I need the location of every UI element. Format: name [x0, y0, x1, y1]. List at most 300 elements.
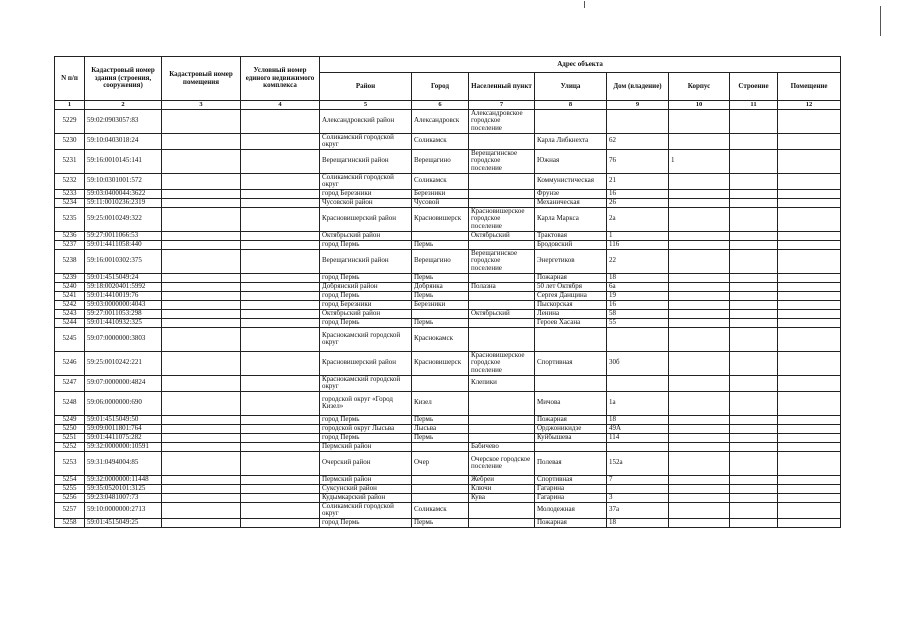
cell-conditional-number — [241, 300, 320, 309]
table-row — [55, 415, 841, 424]
cell-building — [730, 273, 778, 282]
cell-building — [730, 300, 778, 309]
cell-city: Добрянка — [412, 282, 469, 291]
cell-korpus — [669, 231, 730, 240]
table-row — [55, 493, 841, 502]
table-row — [55, 109, 841, 133]
cell-korpus — [669, 109, 730, 133]
cell-street: Бродовский — [535, 240, 607, 249]
cell-room — [778, 198, 841, 207]
table-row — [55, 518, 841, 527]
cell-building — [730, 424, 778, 433]
cell-cadastral-building: 59:01:4515049:24 — [85, 273, 162, 282]
cell-house: 152а — [607, 451, 669, 475]
cell-cadastral-building: 59:06:0000000:690 — [85, 391, 162, 415]
cell-street: Трактовая — [535, 231, 607, 240]
cell-district: городской округ «Город Кизел» — [320, 391, 412, 415]
cell-row-number: 5237 — [55, 240, 85, 249]
cell-street: Полевая — [535, 451, 607, 475]
cell-district: Очерский район — [320, 451, 412, 475]
cell-building — [730, 109, 778, 133]
cell-cadastral-building: 59:01:4411058:440 — [85, 240, 162, 249]
cell-building — [730, 240, 778, 249]
col-header-korpus: Корпус — [669, 73, 730, 101]
cell-settlement: Октябрьский — [469, 309, 535, 318]
cell-district: Октябрьский район — [320, 231, 412, 240]
cell-korpus — [669, 484, 730, 493]
cell-settlement: Ключи — [469, 484, 535, 493]
cell-room — [778, 207, 841, 231]
cell-korpus — [669, 375, 730, 391]
cell-building — [730, 391, 778, 415]
table-row — [55, 475, 841, 484]
cell-building — [730, 484, 778, 493]
cell-city: Березники — [412, 189, 469, 198]
col-header-cadastral-building: Кадастровый номер здания (строения, сооружения) — [85, 57, 162, 101]
cell-building — [730, 502, 778, 518]
cell-settlement — [469, 198, 535, 207]
cell-conditional-number — [241, 189, 320, 198]
cell-room — [778, 273, 841, 282]
cell-cadastral-building: 59:25:0010249:322 — [85, 207, 162, 231]
cell-house: 58 — [607, 309, 669, 318]
cell-row-number: 5236 — [55, 231, 85, 240]
cell-korpus — [669, 391, 730, 415]
cell-district: Красновишерский район — [320, 207, 412, 231]
cell-cadastral-room — [162, 415, 241, 424]
col-header-city: Город — [412, 73, 469, 101]
cell-cadastral-building: 59:10:0301001:572 — [85, 173, 162, 189]
column-number: 12 — [778, 101, 841, 110]
cell-conditional-number — [241, 433, 320, 442]
cell-row-number: 5238 — [55, 249, 85, 273]
cell-city: Александровск — [412, 109, 469, 133]
cell-settlement — [469, 133, 535, 149]
cell-conditional-number — [241, 149, 320, 173]
cell-settlement: Верещагинское городское поселение — [469, 149, 535, 173]
table-row — [55, 484, 841, 493]
cell-city — [412, 309, 469, 318]
cell-row-number: 5254 — [55, 475, 85, 484]
cell-settlement: Бабичево — [469, 442, 535, 451]
column-number: 10 — [669, 101, 730, 110]
cell-room — [778, 231, 841, 240]
cell-city: Пермь — [412, 240, 469, 249]
cell-cadastral-room — [162, 231, 241, 240]
cell-district: Кудымкарский район — [320, 493, 412, 502]
cell-settlement — [469, 291, 535, 300]
cell-room — [778, 173, 841, 189]
cell-room — [778, 484, 841, 493]
cell-district: Суксунский район — [320, 484, 412, 493]
cell-city: Кизел — [412, 391, 469, 415]
cell-cadastral-room — [162, 240, 241, 249]
cell-street: Южная — [535, 149, 607, 173]
cell-cadastral-room — [162, 109, 241, 133]
cell-settlement — [469, 415, 535, 424]
cell-room — [778, 442, 841, 451]
cell-district: Александровский район — [320, 109, 412, 133]
cell-cadastral-building: 59:32:0000000:10591 — [85, 442, 162, 451]
cell-korpus — [669, 300, 730, 309]
cell-room — [778, 240, 841, 249]
cell-settlement — [469, 273, 535, 282]
cell-korpus — [669, 433, 730, 442]
cell-city: Пермь — [412, 518, 469, 527]
cell-cadastral-building: 59:27:0011053:298 — [85, 309, 162, 318]
cell-korpus — [669, 327, 730, 351]
cell-building — [730, 518, 778, 527]
col-header-settlement: Населенный пункт — [469, 73, 535, 101]
cell-row-number: 5231 — [55, 149, 85, 173]
cell-house — [607, 327, 669, 351]
cell-district: город Пермь — [320, 415, 412, 424]
table-row — [55, 240, 841, 249]
cell-street: Героев Хасана — [535, 318, 607, 327]
col-header-cadastral-room: Кадастровый номер помещения — [162, 57, 241, 101]
cell-house: 2а — [607, 207, 669, 231]
cell-street: Спортивная — [535, 475, 607, 484]
cell-room — [778, 493, 841, 502]
cell-building — [730, 493, 778, 502]
cell-house: 49А — [607, 424, 669, 433]
cell-conditional-number — [241, 133, 320, 149]
cell-row-number: 5258 — [55, 518, 85, 527]
cell-building — [730, 133, 778, 149]
cell-city: Пермь — [412, 415, 469, 424]
cell-city: Лысьва — [412, 424, 469, 433]
cell-conditional-number — [241, 375, 320, 391]
cell-building — [730, 189, 778, 198]
cell-row-number: 5242 — [55, 300, 85, 309]
cell-room — [778, 327, 841, 351]
table-row — [55, 433, 841, 442]
cell-row-number: 5244 — [55, 318, 85, 327]
cell-cadastral-room — [162, 433, 241, 442]
cell-korpus — [669, 240, 730, 249]
cell-room — [778, 391, 841, 415]
cell-row-number: 5252 — [55, 442, 85, 451]
cell-row-number: 5240 — [55, 282, 85, 291]
cell-building — [730, 309, 778, 318]
cell-settlement — [469, 502, 535, 518]
cell-district: город Березники — [320, 189, 412, 198]
cell-row-number: 5241 — [55, 291, 85, 300]
table-row — [55, 198, 841, 207]
col-header-building: Строение — [730, 73, 778, 101]
table-row — [55, 249, 841, 273]
cell-settlement — [469, 433, 535, 442]
cell-room — [778, 375, 841, 391]
cell-cadastral-building: 59:16:0010302:375 — [85, 249, 162, 273]
cell-cadastral-building: 59:01:4410932:325 — [85, 318, 162, 327]
cell-settlement — [469, 173, 535, 189]
table-row — [55, 273, 841, 282]
cell-house — [607, 442, 669, 451]
cell-house: 1 — [607, 231, 669, 240]
cell-street: Коммунистическая — [535, 173, 607, 189]
cell-conditional-number — [241, 502, 320, 518]
cell-conditional-number — [241, 424, 320, 433]
cell-korpus — [669, 424, 730, 433]
cell-room — [778, 475, 841, 484]
table-header — [55, 57, 841, 110]
cell-settlement: Верещагинское городское поселение — [469, 249, 535, 273]
table-row — [55, 375, 841, 391]
cell-building — [730, 291, 778, 300]
cell-street: Мичова — [535, 391, 607, 415]
cell-district: городской округ Лысьва — [320, 424, 412, 433]
cell-street — [535, 327, 607, 351]
cell-settlement: Кува — [469, 493, 535, 502]
cell-cadastral-room — [162, 375, 241, 391]
cell-street: Механическая — [535, 198, 607, 207]
cell-settlement: Клепики — [469, 375, 535, 391]
table-row — [55, 149, 841, 173]
cell-korpus — [669, 351, 730, 375]
cell-building — [730, 207, 778, 231]
cell-conditional-number — [241, 415, 320, 424]
cell-room — [778, 518, 841, 527]
cell-district: Добрянский район — [320, 282, 412, 291]
cell-cadastral-building: 59:27:0011066:53 — [85, 231, 162, 240]
cell-city — [412, 475, 469, 484]
cell-cadastral-room — [162, 327, 241, 351]
cell-conditional-number — [241, 475, 320, 484]
cell-cadastral-room — [162, 133, 241, 149]
cell-row-number: 5249 — [55, 415, 85, 424]
cell-conditional-number — [241, 484, 320, 493]
cell-building — [730, 249, 778, 273]
cell-city — [412, 375, 469, 391]
table-row — [55, 207, 841, 231]
cell-building — [730, 475, 778, 484]
table-body — [55, 109, 841, 527]
cell-settlement: Жебреи — [469, 475, 535, 484]
cell-cadastral-room — [162, 318, 241, 327]
cell-korpus — [669, 189, 730, 198]
cell-row-number: 5248 — [55, 391, 85, 415]
cell-conditional-number — [241, 207, 320, 231]
cell-conditional-number — [241, 518, 320, 527]
cell-korpus — [669, 249, 730, 273]
table-row — [55, 291, 841, 300]
cell-city — [412, 442, 469, 451]
cell-house: 62 — [607, 133, 669, 149]
cell-street: Карла Либкнехта — [535, 133, 607, 149]
column-number: 2 — [85, 101, 162, 110]
cell-cadastral-building: 59:11:0010236:2319 — [85, 198, 162, 207]
cell-house: 21 — [607, 173, 669, 189]
cell-settlement — [469, 240, 535, 249]
cell-cadastral-building: 59:02:0903057:83 — [85, 109, 162, 133]
cell-house: 19 — [607, 291, 669, 300]
table-row — [55, 173, 841, 189]
cell-room — [778, 189, 841, 198]
cell-row-number: 5250 — [55, 424, 85, 433]
cell-settlement — [469, 189, 535, 198]
cell-street: Карла Маркса — [535, 207, 607, 231]
cell-cadastral-room — [162, 207, 241, 231]
cell-house: 22 — [607, 249, 669, 273]
cell-settlement: Александровское городское поселение — [469, 109, 535, 133]
cell-cadastral-building: 59:16:0010145:141 — [85, 149, 162, 173]
cell-district: Пермский район — [320, 475, 412, 484]
cell-street — [535, 375, 607, 391]
cell-row-number: 5233 — [55, 189, 85, 198]
cell-cadastral-building: 59:03:0400044:3622 — [85, 189, 162, 198]
cell-city: Краснокамск — [412, 327, 469, 351]
cell-cadastral-building: 59:01:4411075:282 — [85, 433, 162, 442]
cell-district: город Пермь — [320, 240, 412, 249]
cell-row-number: 5251 — [55, 433, 85, 442]
cell-city — [412, 493, 469, 502]
cell-street: Сергея Данщина — [535, 291, 607, 300]
cell-room — [778, 149, 841, 173]
col-header-district: Район — [320, 73, 412, 101]
cell-city: Очер — [412, 451, 469, 475]
cell-cadastral-building: 59:25:0010242:221 — [85, 351, 162, 375]
cell-city: Чусовой — [412, 198, 469, 207]
cell-cadastral-building: 59:03:0000000:4043 — [85, 300, 162, 309]
cell-row-number: 5247 — [55, 375, 85, 391]
cell-row-number: 5257 — [55, 502, 85, 518]
cell-house: 26 — [607, 198, 669, 207]
cell-conditional-number — [241, 231, 320, 240]
cell-cadastral-building: 59:18:0020401:5992 — [85, 282, 162, 291]
cell-conditional-number — [241, 327, 320, 351]
cell-korpus — [669, 493, 730, 502]
cell-city: Красновишерск — [412, 351, 469, 375]
cell-row-number: 5239 — [55, 273, 85, 282]
table-row — [55, 309, 841, 318]
cell-house: 18 — [607, 518, 669, 527]
cell-street: Энергетиков — [535, 249, 607, 273]
cell-cadastral-room — [162, 189, 241, 198]
col-header-house: Дом (владение) — [607, 73, 669, 101]
cell-room — [778, 502, 841, 518]
cell-korpus — [669, 133, 730, 149]
cell-conditional-number — [241, 442, 320, 451]
table-row — [55, 282, 841, 291]
cell-district: Чусовской район — [320, 198, 412, 207]
cell-street: Пожарная — [535, 273, 607, 282]
cell-cadastral-room — [162, 502, 241, 518]
table-row — [55, 318, 841, 327]
table-row — [55, 351, 841, 375]
table-row — [55, 133, 841, 149]
cell-row-number: 5235 — [55, 207, 85, 231]
cell-street: 50 лет Октября — [535, 282, 607, 291]
cell-cadastral-room — [162, 282, 241, 291]
cell-house: 1а — [607, 391, 669, 415]
cell-cadastral-room — [162, 493, 241, 502]
cell-district: Верещагинский район — [320, 249, 412, 273]
cell-cadastral-room — [162, 391, 241, 415]
column-number-row — [55, 101, 841, 110]
col-header-street: Улица — [535, 73, 607, 101]
table-row — [55, 424, 841, 433]
cell-district: Октябрьский район — [320, 309, 412, 318]
column-number: 3 — [162, 101, 241, 110]
cell-korpus — [669, 475, 730, 484]
cell-city: Верещагино — [412, 149, 469, 173]
cell-cadastral-building: 59:23:0481007:73 — [85, 493, 162, 502]
cell-street: Ленина — [535, 309, 607, 318]
cell-row-number: 5232 — [55, 173, 85, 189]
cell-building — [730, 198, 778, 207]
table-row — [55, 300, 841, 309]
cell-house: 16 — [607, 189, 669, 198]
cell-room — [778, 451, 841, 475]
cell-building — [730, 231, 778, 240]
table-row — [55, 442, 841, 451]
cell-settlement: Красновишерское городское поселение — [469, 207, 535, 231]
cell-korpus — [669, 282, 730, 291]
cell-row-number: 5230 — [55, 133, 85, 149]
cell-house: 76 — [607, 149, 669, 173]
cell-cadastral-building: 59:31:0494004:85 — [85, 451, 162, 475]
scan-mark — [880, 6, 881, 36]
cell-house: 7 — [607, 475, 669, 484]
cell-cadastral-room — [162, 484, 241, 493]
cell-korpus — [669, 518, 730, 527]
column-number: 1 — [55, 101, 85, 110]
cell-cadastral-room — [162, 451, 241, 475]
cell-room — [778, 309, 841, 318]
cell-conditional-number — [241, 351, 320, 375]
cell-conditional-number — [241, 451, 320, 475]
cell-house — [607, 484, 669, 493]
cell-city: Соликамск — [412, 502, 469, 518]
cell-cadastral-room — [162, 442, 241, 451]
cell-row-number: 5243 — [55, 309, 85, 318]
column-number: 8 — [535, 101, 607, 110]
cell-building — [730, 149, 778, 173]
cell-house: 116 — [607, 240, 669, 249]
cell-cadastral-building: 59:01:4410019:76 — [85, 291, 162, 300]
cell-row-number: 5245 — [55, 327, 85, 351]
cell-street: Фрунзе — [535, 189, 607, 198]
column-number: 5 — [320, 101, 412, 110]
cell-district: Краснокамский городской округ — [320, 375, 412, 391]
cell-cadastral-room — [162, 291, 241, 300]
cell-street: Пожарная — [535, 518, 607, 527]
cell-district: город Пермь — [320, 318, 412, 327]
cell-conditional-number — [241, 240, 320, 249]
cell-district: Краснокамский городской округ — [320, 327, 412, 351]
column-number: 7 — [469, 101, 535, 110]
cell-korpus — [669, 291, 730, 300]
cell-district: город Березники — [320, 300, 412, 309]
cell-settlement — [469, 318, 535, 327]
cell-building — [730, 451, 778, 475]
cell-house: 37а — [607, 502, 669, 518]
cell-city: Красновишерск — [412, 207, 469, 231]
cell-cadastral-room — [162, 173, 241, 189]
cell-house: 16 — [607, 300, 669, 309]
cell-city: Березники — [412, 300, 469, 309]
cell-cadastral-room — [162, 300, 241, 309]
cell-street: Куйбышева — [535, 433, 607, 442]
cell-cadastral-building: 59:01:4515049:50 — [85, 415, 162, 424]
cell-street — [535, 442, 607, 451]
cell-city: Пермь — [412, 291, 469, 300]
cell-building — [730, 327, 778, 351]
cell-room — [778, 351, 841, 375]
cell-cadastral-room — [162, 518, 241, 527]
cell-building — [730, 318, 778, 327]
